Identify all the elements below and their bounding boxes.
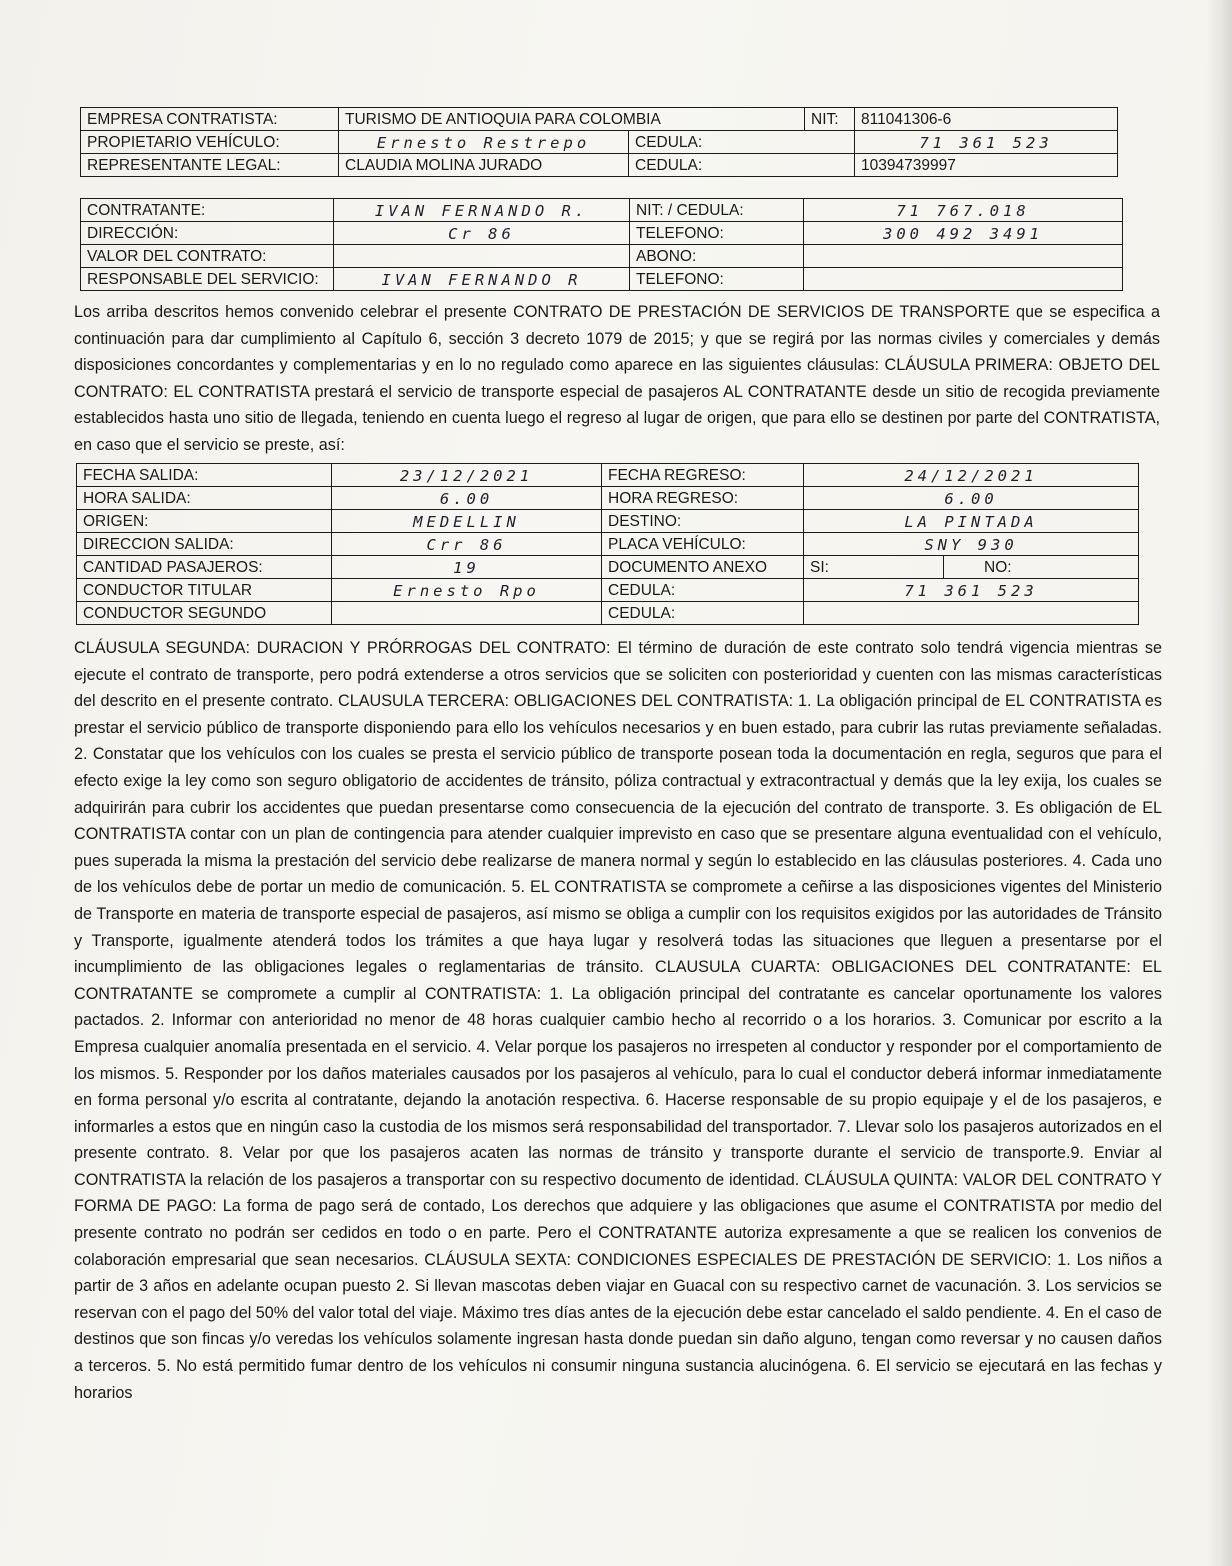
driver-id-label: CEDULA: [602,579,804,602]
company-label: EMPRESA CONTRATISTA: [81,108,339,131]
plate-label: PLACA VEHÍCULO: [602,533,804,556]
passengers-label: CANTIDAD PASAJEROS: [77,556,332,579]
company-table [80,107,1118,177]
return-date-value: 24/12/2021 [804,464,1139,487]
departure-date-label: FECHA SALIDA: [77,464,332,487]
return-time-label: HORA REGRESO: [602,487,804,510]
address-plate-row [77,533,1139,556]
company-row [81,108,1118,131]
legal-rep-id-value: 10394739997 [855,154,1118,177]
clauses-body [74,635,1162,1406]
destination-label: DESTINO: [602,510,804,533]
departure-address-value: Crr 86 [332,533,602,556]
owner-id-label: CEDULA: [629,131,855,154]
address-label: DIRECCIÓN: [81,222,334,245]
client-id-label: NIT: / CEDULA: [630,199,804,222]
deposit-label: ABONO: [630,245,804,268]
intro-text: Los arriba descritos hemos convenido celebrar el presente CONTRATO DE PRESTACIÓN DE SERVICIOS DE TRANSPORTE que se especifica a continuación para dar cumplimiento al Capítulo 6, sección 3 decreto 1079 de 2015; y que se regirá por las normas civiles y comerciales y demás disposiciones concordantes y complementarias y en lo no regulado como aparece en las siguientes cláusulas: CLÁUSULA PRIMERA: OBJETO DEL CONTRATO: EL CONTRATISTA prestará el servicio de transporte especial de pasajeros AL CONTRATANTE desde un sitio de recogida previamente establecidos hasta uno sitio de llegada, teniendo en cuenta luego el regreso al lugar de origen, que para ello se destinen por parte del CONTRATISTA, en caso que el servicio se preste, así: [74,303,1160,454]
responsible-value: IVAN FERNANDO R [334,268,630,291]
phone-value: 300 492 3491 [804,222,1123,245]
second-driver-label: CONDUCTOR SEGUNDO [77,602,332,625]
contract-value-row [81,245,1123,268]
legal-rep-row [81,154,1118,177]
destination-value: LA PINTADA [804,510,1139,533]
client-table [80,198,1123,291]
company-value: TURISMO DE ANTIOQUIA PARA COLOMBIA [339,108,805,131]
times-row [77,487,1139,510]
attachment-no: NO: [944,556,1139,579]
dates-row [77,464,1139,487]
second-driver-value [332,602,602,625]
client-row [81,199,1123,222]
nit-value: 811041306-6 [855,108,1118,131]
departure-address-label: DIRECCION SALIDA: [77,533,332,556]
plate-value: SNY 930 [804,533,1139,556]
attachment-label: DOCUMENTO ANEXO [602,556,804,579]
contract-value-label: VALOR DEL CONTRATO: [81,245,334,268]
passengers-row [77,556,1139,579]
legal-rep-value: CLAUDIA MOLINA JURADO [339,154,629,177]
driver-id-value: 71 361 523 [804,579,1139,602]
owner-row [81,131,1118,154]
responsible-phone-value [804,268,1123,291]
origin-label: ORIGEN: [77,510,332,533]
return-time-value: 6.00 [804,487,1139,510]
clauses-text: CLÁUSULA SEGUNDA: DURACION Y PRÓRROGAS DEL CONTRATO: El término de duración de este contrato solo tendrá vigencia mientras se ejecute el contrato de transporte, pero podrá extenderse a otros servicios que se soliciten con posterioridad y cuenten con las mismas características del descrito en el presente contrato. CLAUSULA TERCERA: OBLIGACIONES DEL CONTRATISTA: 1. La obligación principal de EL CONTRATISTA es prestar el servicio público de transporte disponiendo para ello los vehículos necesarios y en buen estado, para cubrir las rutas previamente señaladas. 2. Constatar que los vehículos con los cuales se presta el servicio público de transporte posean toda la documentación en regla, seguros que para el efecto exige la ley como son seguro obligatorio de accidentes de tránsito, póliza contractual y extracontractual y demás que la ley exija, los cuales se adquirirán para cubrir los accidentes que puedan presentarse como consecuencia de la ejecución del contrato de transporte. 3. Es obligación de EL CONTRATISTA contar con un plan de contingencia para atender cualquier imprevisto en caso que se presentare alguna eventualidad con el vehículo, pues superada la misma la prestación del servicio debe realizarse de manera normal y según lo establecido en las cláusulas posteriores. 4. Cada uno de los vehículos debe de portar un medio de comunicación. 5. EL CONTRATISTA se compromete a ceñirse a las disposiciones vigentes del Ministerio de Transporte en materia de transporte especial de pasajeros, así mismo se obliga a cumplir con los requisitos exigidos por las autoridades de Tránsito y Transporte, igualmente atenderá todos los trámites a que haya lugar y resolverá todas las situaciones que lleguen a presentarse por el incumplimiento de las obligaciones legales o reglamentarias de tránsito. CLAUSULA CUARTA: OBLIGACIONES DEL CONTRATANTE: EL CONTRATANTE se compromete a cumplir al CONTRATISTA: 1. La obligación principal del contratante es cancelar oportunamente los valores pactados. 2. Informar con anterioridad no menor de 48 horas cualquier cambio hecho al recorrido o a los horarios. 3. Comunicar por escrito a la Empresa cualquier anomalía presentada en el servicio. 4. Velar porque los pasajeros no irrespeten al conductor y responder por el comportamiento de los mismos. 5. Responder por los daños materiales causados por los pasajeros al vehículo, para lo cual el conductor deberá informar inmediatamente en forma personal y/o escrita al contratante, dejando la anotación respectiva. 6. Hacerse responsable de su propio equipaje y el de los pasajeros, e informarles a estos que en ningún caso la custodia de los mismos será responsabilidad del transportador. 7. Llevar solo los pasajeros autorizados en el presente contrato. 8. Velar por que los pasajeros acaten las normas de tránsito y transporte durante el servicio de transporte.9. Enviar al CONTRATISTA la relación de los pasajeros a transportar con su respectivo documento de identidad. CLÁUSULA QUINTA: VALOR DEL CONTRATO Y FORMA DE PAGO: La forma de pago será de contado, Los derechos que adquiere y las obligaciones que asume el CONTRATISTA por medio del presente contrato no podrán ser cedidos en todo o en parte. Pero el CONTRATANTE autoriza expresamente a que se realicen los convenios de colaboración empresarial que sean necesarios. CLÁUSULA SEXTA: CONDICIONES ESPECIALES DE PRESTACIÓN DE SERVICIO: 1. Los niños a partir de 3 años en adelante ocupan puesto 2. Si llevan mascotas deben viajar en Guacal con su respectivo carnet de vacunación. 3. Los servicios se reservan con el pago del 50% del valor total del viaje. Máximo tres días antes de la ejecución debe estar cancelado el saldo pendiente. 4. En el caso de destinos que son fincas y/o veredas los vehículos solamente ingresan hasta donde puedan sin daño alguno, tengan como reversar y no causen daños a terceros. 5. No está permitido fumar dentro de los vehículos ni consumir ninguna sustancia alucinógena. 6. El servicio se ejecutará en las fechas y horarios [74,639,1162,1402]
passengers-value: 19 [332,556,602,579]
departure-date-value: 23/12/2021 [332,464,602,487]
client-value: IVAN FERNANDO R. [334,199,630,222]
second-driver-id-value [804,602,1139,625]
departure-time-label: HORA SALIDA: [77,487,332,510]
client-label: CONTRATANTE: [81,199,334,222]
driver-label: CONDUCTOR TITULAR [77,579,332,602]
responsible-phone-label: TELEFONO: [630,268,804,291]
return-date-label: FECHA REGRESO: [602,464,804,487]
intro-paragraph [74,299,1160,459]
attachment-yes: SI: [804,556,944,579]
second-driver-row [77,602,1139,625]
address-value: Cr 86 [334,222,630,245]
responsible-row [81,268,1123,291]
legal-rep-label: REPRESENTANTE LEGAL: [81,154,339,177]
responsible-label: RESPONSABLE DEL SERVICIO: [81,268,334,291]
driver-row [77,579,1139,602]
route-row [77,510,1139,533]
second-driver-id-label: CEDULA: [602,602,804,625]
owner-label: PROPIETARIO VEHÍCULO: [81,131,339,154]
phone-label: TELEFONO: [630,222,804,245]
trip-table [76,463,1139,625]
address-row [81,222,1123,245]
deposit-value [804,245,1123,268]
departure-time-value: 6.00 [332,487,602,510]
owner-value: Ernesto Restrepo [339,131,629,154]
client-id-value: 71 767.018 [804,199,1123,222]
origin-value: MEDELLIN [332,510,602,533]
contract-value-value [334,245,630,268]
nit-label: NIT: [805,108,855,131]
legal-rep-id-label: CEDULA: [629,154,855,177]
owner-id-value: 71 361 523 [855,131,1118,154]
driver-value: Ernesto Rpo [332,579,602,602]
